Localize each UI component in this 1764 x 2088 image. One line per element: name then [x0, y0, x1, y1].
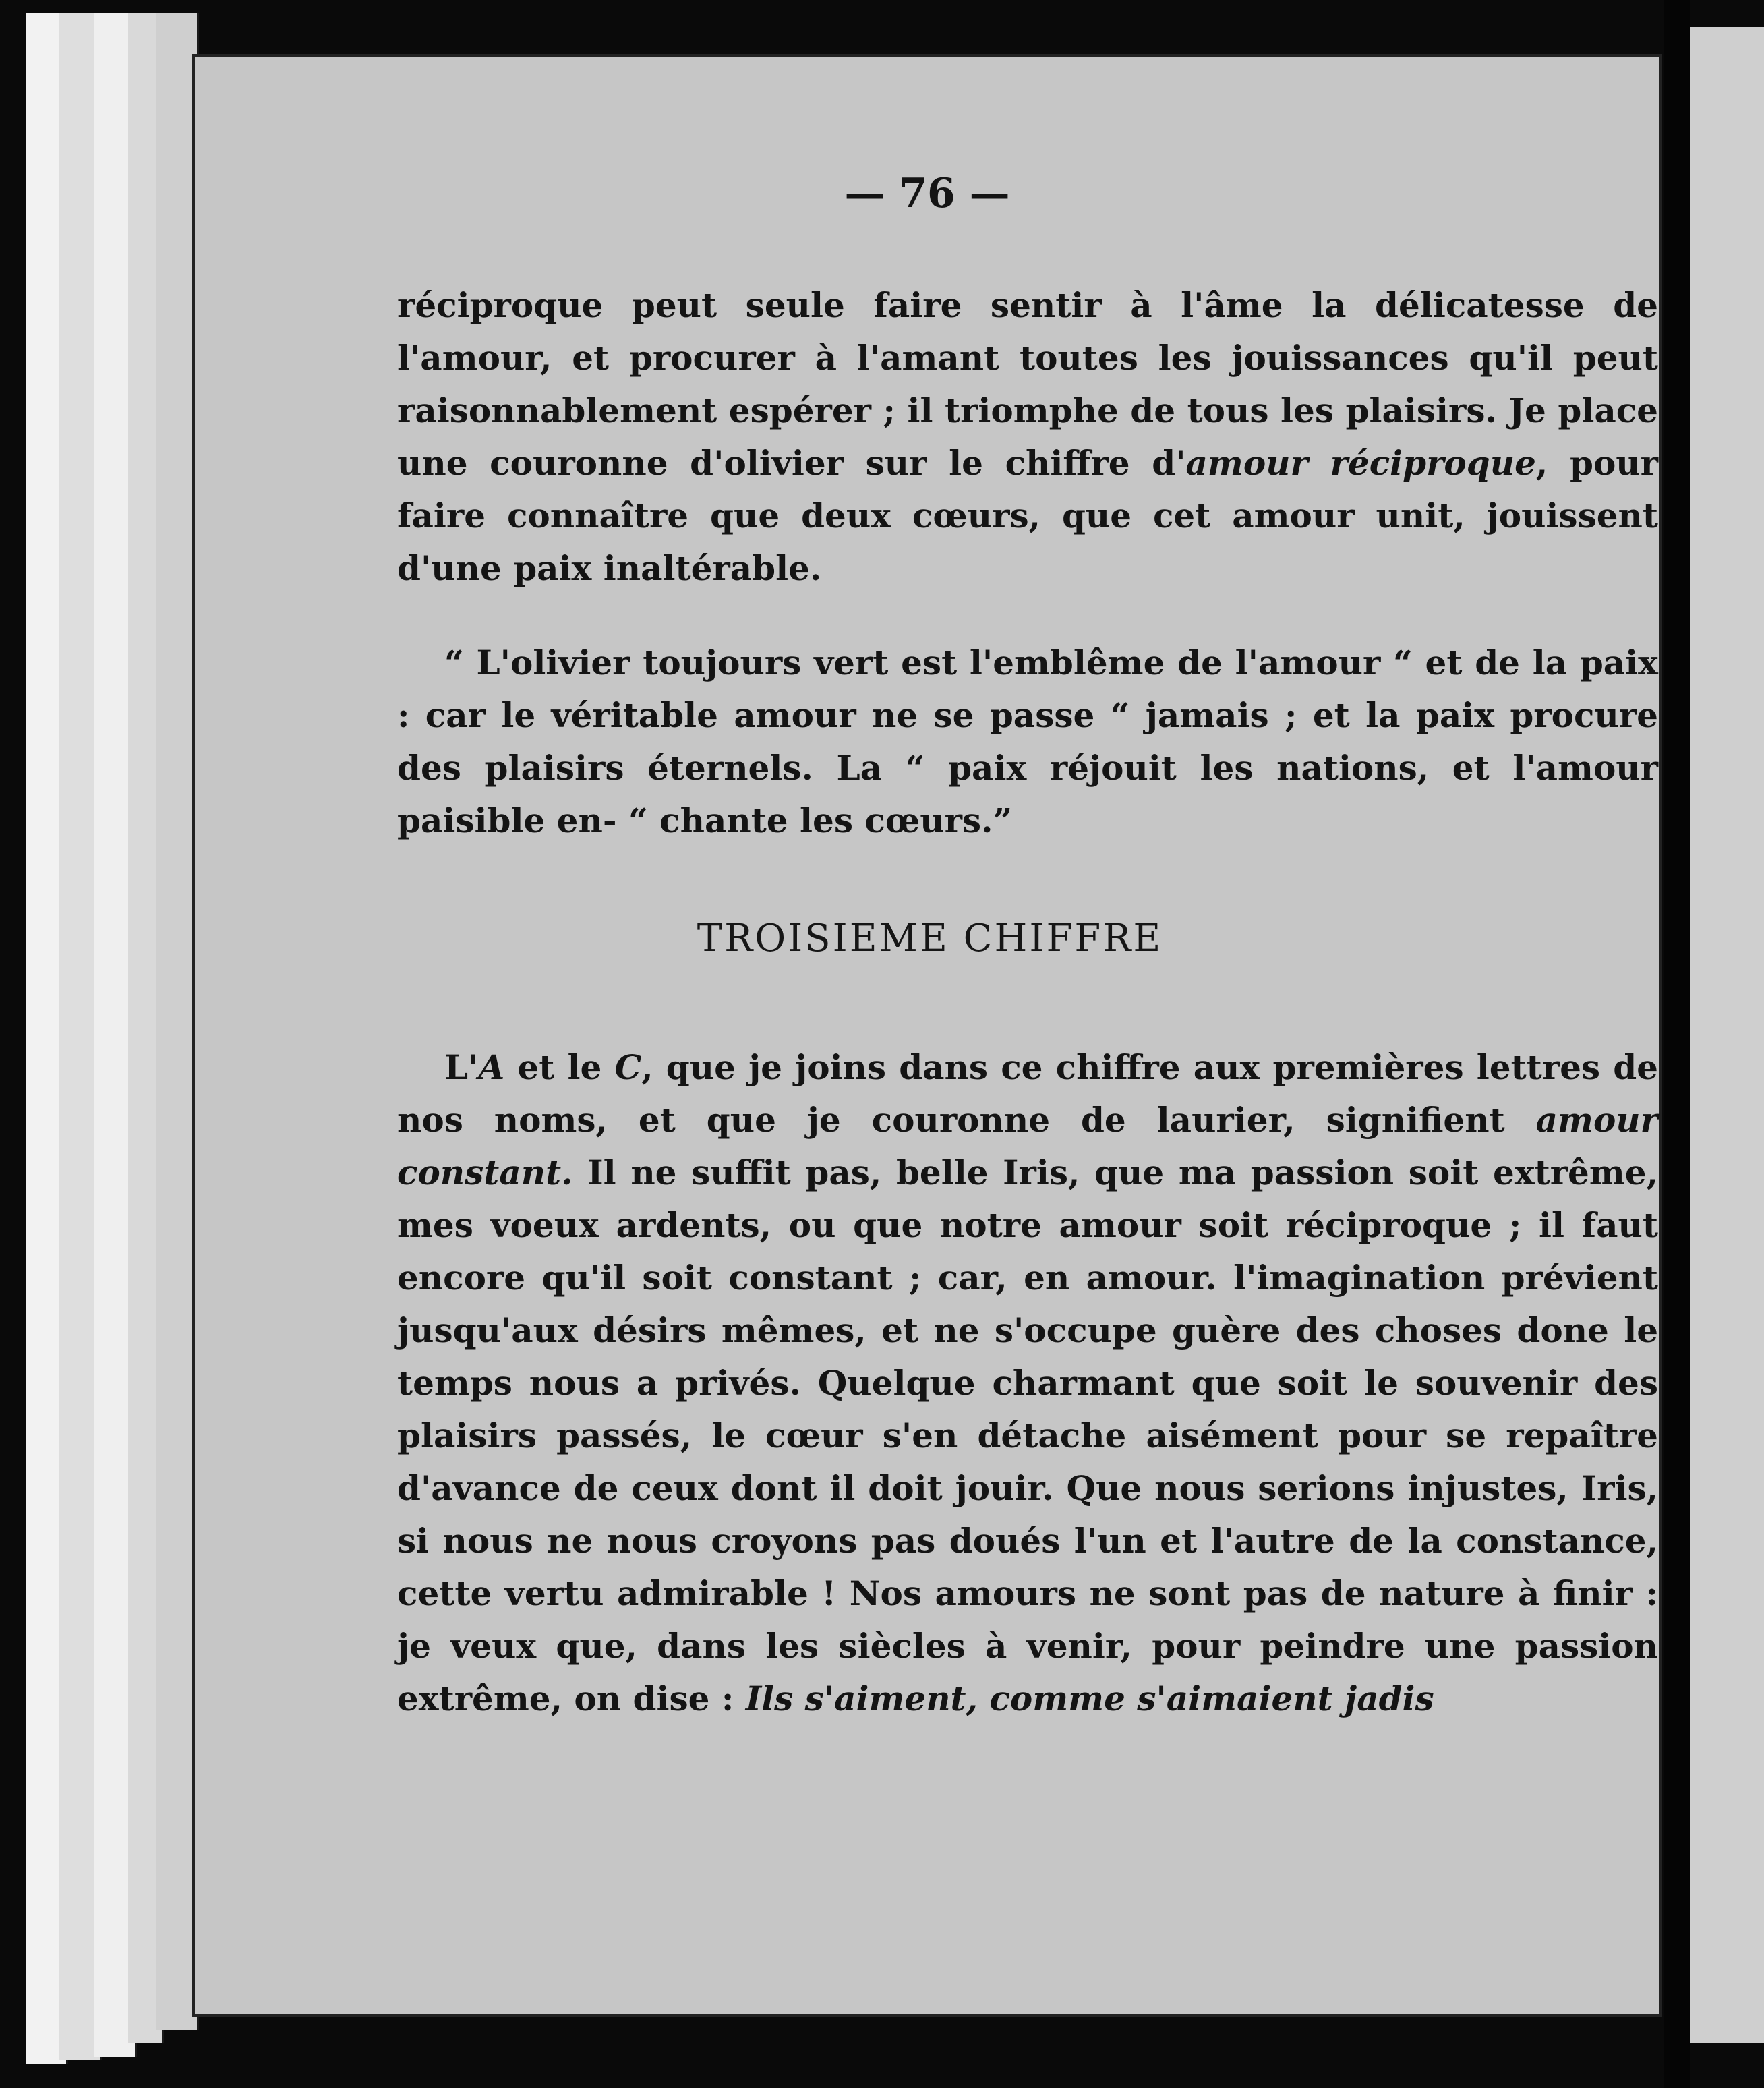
paragraph-3-part1: L' — [444, 1047, 479, 1087]
paragraph-2-quote — [397, 637, 1658, 847]
paragraph-3-part3: , que je joins dans ce chiffre aux premières lettres de nos noms, et que je couronne de laurier, signifient — [397, 1047, 1658, 1140]
paragraph-1-text: réciproque peut seule faire sentir à l'âme la délicatesse de l'amour, et procurer à l'amant toutes les jouissances qu'il peut raisonnablement espérer ; il triomphe de tous les plaisirs. Je place une couronne d'olivier sur le chiffre d' — [397, 285, 1658, 483]
page-number: — 76 — — [844, 170, 1010, 217]
paragraph-1-emphasis: amour réciproque — [1185, 443, 1536, 483]
paragraph-3-em3: amour constant. — [397, 1100, 1658, 1192]
paragraph-3-em2: C — [614, 1047, 642, 1087]
book-gutter — [1664, 0, 1690, 2088]
paragraph-3 — [397, 1041, 1658, 1725]
section-heading: TROISIEME CHIFFRE — [697, 917, 1163, 960]
adjacent-page-edge — [1690, 27, 1764, 2043]
paragraph-3-part2: et le — [504, 1047, 615, 1087]
paragraph-3-em1: A — [478, 1047, 505, 1087]
paragraph-3-em4: Ils s'aiment, comme s'aimaient jadis — [745, 1679, 1434, 1718]
book-page — [192, 54, 1662, 2017]
paragraph-3-part4: Il ne suffit pas, belle Iris, que ma passion soit extrême, mes voeux ardents, ou que notre amour soit réciproque ; il faut encore qu'il soit constant ; car, en amour. l'imagination prévient jusqu'aux désirs mêmes, et ne s'occupe guère des choses done le temps nous a privés. Quelque charmant que soit le souvenir des plaisirs passés, le cœur s'en détache aisément pour se repaître d'avance de ceux dont il doit jouir. Que nous serions injustes, Iris, si nous ne nous croyons pas doués l'un et l'autre de la constance, cette vertu admirable ! Nos amours ne sont pas de nature à finir : je veux que, dans les siècles à venir, pour peindre une passion extrême, on dise : — [397, 1153, 1658, 1718]
paragraph-2-text: “ L'olivier toujours vert est l'emblême de l'amour “ et de la paix : car le véritable amour ne se passe “ jamais ; et la paix procure des plaisirs éternels. La “ paix réjouit les nations, et l'amour paisible en- “ chante les cœurs.” — [397, 643, 1658, 840]
paragraph-1 — [397, 279, 1658, 595]
paragraph-1-text-after: , pour faire connaître que deux cœurs, que cet amour unit, jouissent d'une paix inaltérable. — [397, 443, 1658, 588]
